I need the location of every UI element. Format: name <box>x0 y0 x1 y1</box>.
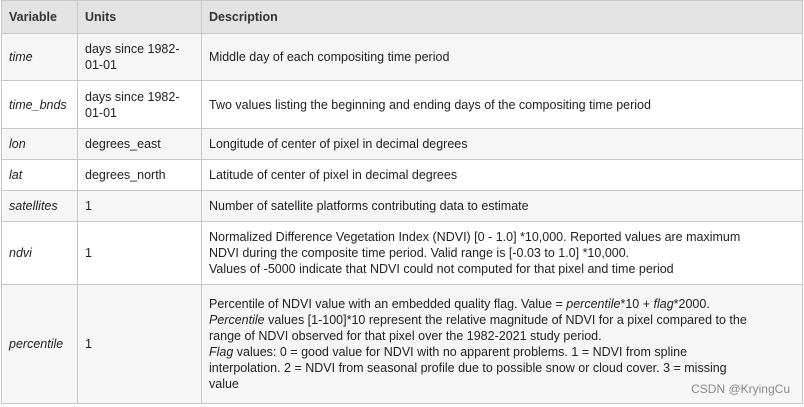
units-line: 01-01 <box>85 105 117 120</box>
table-row <box>2 285 803 404</box>
description-italic: flag <box>653 297 674 311</box>
description-cell: Number of satellite platforms contributing data to estimate <box>202 191 803 222</box>
units-line: 01-01 <box>85 58 117 72</box>
description-text: *10 + <box>620 297 654 311</box>
table-row <box>2 191 803 222</box>
table-row <box>2 129 803 160</box>
description-line: value <box>209 377 239 391</box>
description-italic: Flag <box>209 345 234 359</box>
description-line <box>209 312 795 328</box>
units-line: days since 1982- <box>85 42 180 56</box>
description-text: *2000. <box>673 297 710 311</box>
description-line: interpolation. 2 = NDVI from seasonal profile due to possible snow or cloud cover. 3 = missing <box>209 361 727 375</box>
units-line: days since 1982- <box>85 89 180 104</box>
table-row <box>2 81 803 129</box>
description-line: Values of -5000 indicate that NDVI could not computed for that pixel and time period <box>209 262 674 276</box>
description-cell <box>202 222 803 285</box>
units-cell: degrees_north <box>78 160 202 191</box>
units-cell <box>78 34 202 81</box>
units-cell: degrees_east <box>78 129 202 160</box>
units-cell: 1 <box>78 191 202 222</box>
variable-cell: satellites <box>2 191 78 222</box>
table-row <box>2 34 803 81</box>
description-text: Percentile of NDVI value with an embedded quality flag. Value = <box>209 297 567 311</box>
header-variable: Variable <box>2 1 78 34</box>
header-units: Units <box>78 1 202 34</box>
description-line: range of NDVI observed for that pixel over the 1982-2021 study period. <box>209 329 602 343</box>
description-cell: Middle day of each compositing time period <box>202 34 803 81</box>
description-cell: Latitude of center of pixel in decimal degrees <box>202 160 803 191</box>
description-line: NDVI during the composite time period. Valid range is [-0.03 to 1.0] *10,000. <box>209 246 630 260</box>
variables-table <box>1 0 803 404</box>
variable-cell: time_bnds <box>2 81 78 129</box>
variable-cell: lat <box>2 160 78 191</box>
watermark: CSDN @KryingCu <box>691 382 790 396</box>
description-line <box>209 344 795 360</box>
variable-cell: time <box>2 34 78 81</box>
description-italic: percentile <box>566 297 621 311</box>
variable-cell: ndvi <box>2 222 78 285</box>
variable-cell: lon <box>2 129 78 160</box>
table-row <box>2 222 803 285</box>
header-row <box>2 1 803 34</box>
units-cell: 1 <box>78 285 202 404</box>
units-cell <box>78 81 202 129</box>
variable-cell: percentile <box>2 285 78 404</box>
description-line: Normalized Difference Vegetation Index (NDVI) [0 - 1.0] *10,000. Reported values are maximum <box>209 230 741 244</box>
table-row <box>2 160 803 191</box>
description-line <box>209 296 795 312</box>
description-text: values: 0 = good value for NDVI with no apparent problems. 1 = NDVI from spline <box>233 345 688 359</box>
units-cell: 1 <box>78 222 202 285</box>
description-italic: Percentile <box>209 313 265 327</box>
header-description: Description <box>202 1 803 34</box>
description-cell: Longitude of center of pixel in decimal degrees <box>202 129 803 160</box>
description-text: values [1-100]*10 represent the relative magnitude of NDVI for a pixel compared to the <box>264 313 747 327</box>
description-cell: Two values listing the beginning and ending days of the compositing time period <box>202 81 803 129</box>
